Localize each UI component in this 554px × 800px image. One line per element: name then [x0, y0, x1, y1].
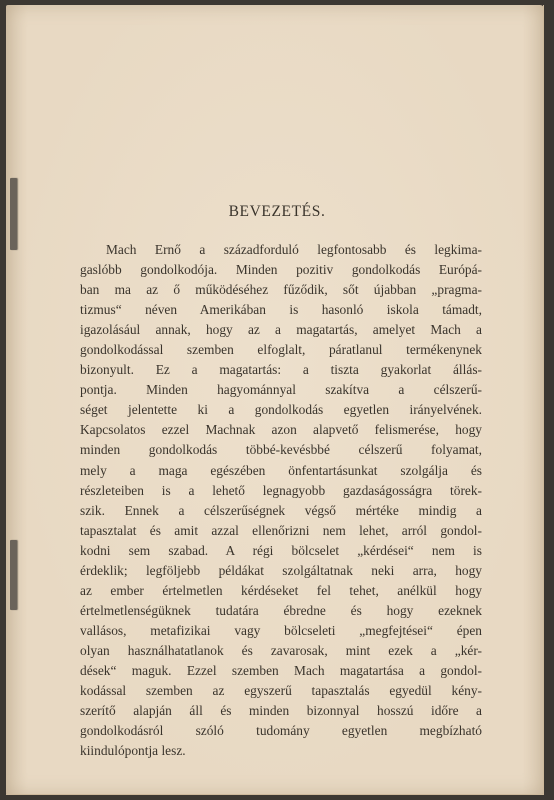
body-paragraph — [80, 240, 482, 761]
text-line: tapasztalat és amit azzal ellenőrizni nem lehet, arról gondol- — [80, 522, 482, 538]
text-line: gondolkodásról szóló tudomány egyetlen megbízható — [80, 723, 482, 739]
text-line: olyan használhatatlanok és zavarosak, mint ezek a „kér- — [80, 642, 482, 658]
text-line: dések“ maguk. Ezzel szemben Mach magatartása a gondol- — [80, 662, 482, 678]
page-title: BEVEZETÉS. — [228, 203, 326, 220]
text-line: szerítő alapján áll és minden bizonnyal hosszú időre a — [80, 703, 482, 719]
text-line: gaslóbb gondolkodója. Minden pozitiv gondolkodás Európá- — [80, 262, 482, 278]
text-line: kodni sem szabad. A régi bölcselet „kérdései“ nem is — [80, 542, 482, 558]
text-line: bizonyult. Ez a magatartás: a tiszta gyakorlat állás- — [80, 362, 482, 378]
text-line: séget jelentette ki a gondolkodás egyetlen irányelvének. — [80, 402, 482, 418]
text-line: érdeklik; legföljebb példákat szolgáltatnak neki arra, hogy — [80, 562, 482, 578]
text-line: részleteiben is a lehető legnagyobb gazdaságosságra törek- — [80, 482, 482, 498]
text-line: tizmus“ néven Amerikában is hasonló iskola támadt, — [80, 302, 482, 318]
text-line: ban ma az ő működéséhez fűződik, sőt újabban „pragma- — [80, 282, 482, 298]
text-line: igazolásául annak, hogy az a magatartás, amelyet Mach a — [80, 322, 482, 338]
text-line: Kapcsolatos ezzel Machnak azon alapvető felismerése, hogy — [80, 422, 482, 438]
binding-staple-bottom — [10, 540, 17, 610]
text-line: mely a maga egészében önfentartásunkat szolgálja és — [80, 462, 482, 478]
text-line: Mach Ernő a századforduló legfontosabb és legkima- — [106, 242, 482, 257]
text-line: kodással szemben az egyszerű tapasztalás egyedül kény- — [80, 683, 482, 699]
text-line: valláso​s, metafizikai vagy bölcseleti „megfejtései“ épen — [80, 622, 482, 638]
text-line-last: kiindulópontja lesz. — [80, 743, 186, 759]
text-line: szik. Ennek a célszerűségnek végső mértéke mindig a — [80, 502, 482, 518]
text-line: pontja. Minden hagyománnyal szakítva a célszerű- — [80, 382, 482, 398]
text-line: értelmetlenségüknek tudatára ébredne és hogy ezeknek — [80, 602, 482, 618]
text-line: gondolkodással szemben elfoglalt, páratlanul termékenynek — [80, 342, 482, 358]
text-line: az ember értelmetlen kérdéseket fel tehet, anélkül hogy — [80, 582, 482, 598]
text-line: minden gondolkodás többé-kevésbbé célszerű folyamat, — [80, 442, 482, 458]
